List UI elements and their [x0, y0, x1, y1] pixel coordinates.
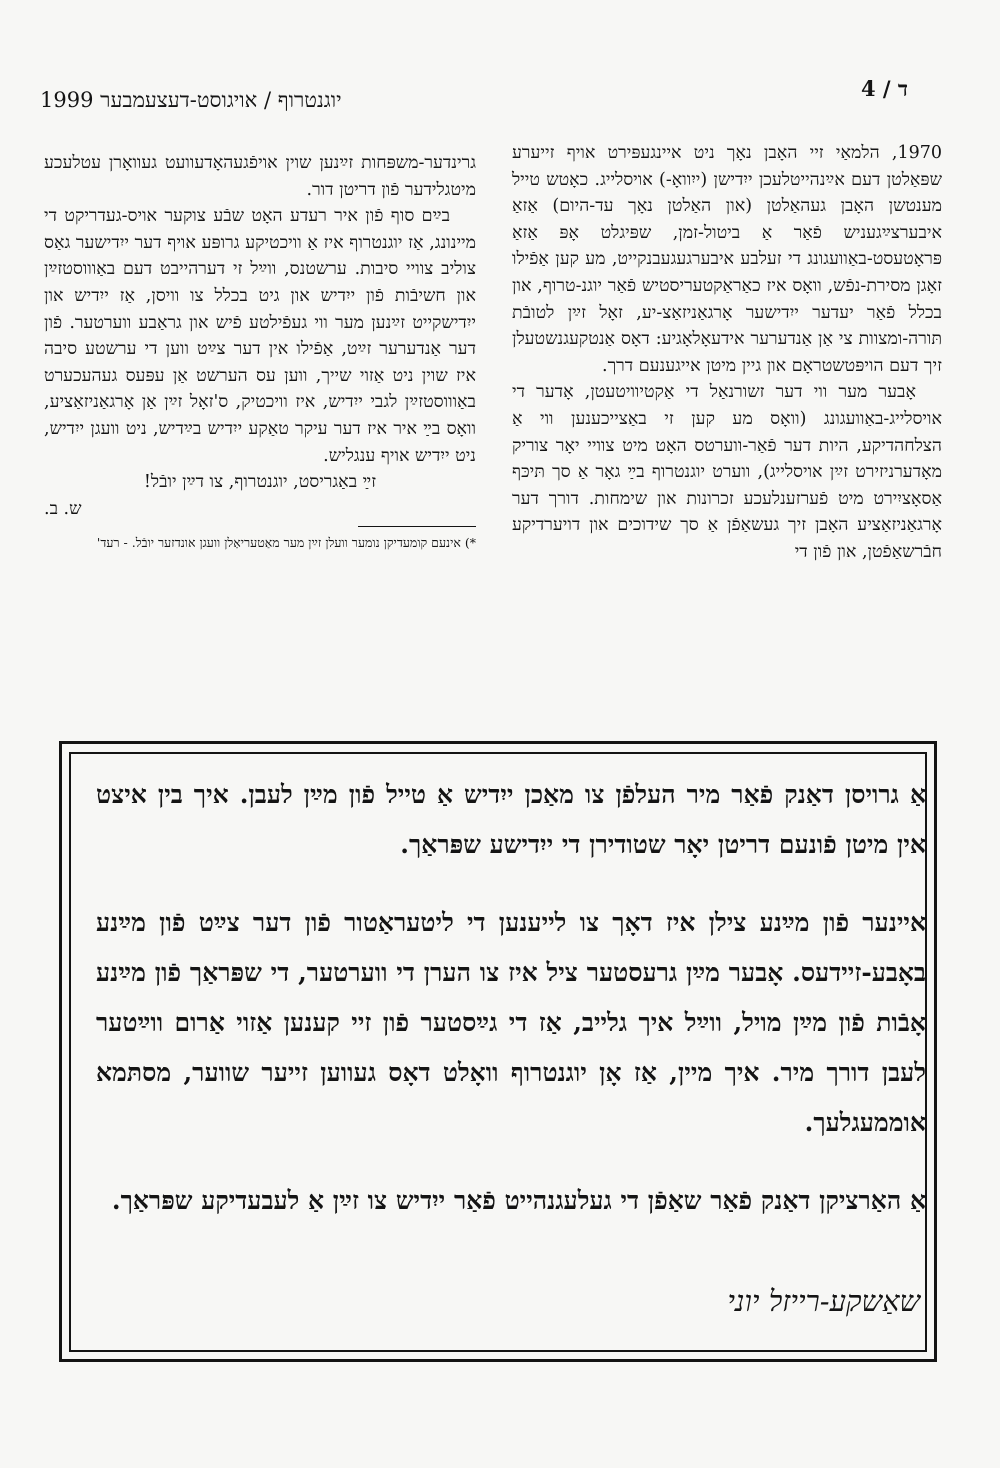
left-paragraph-2: בײַם סוף פֿון איר רעדע האָט שבֿע צוקער אויס-געדריקט די מיינונג, אַז יוגנטרוף איז אַ וויכטיקע גרופּע אויף דער ייִדישער גאַס צוליב צוויי סיבות. ערשטנס, ווײַל זי דערהייבט דעם באַוווסטזײַן און חשיבֿות פֿון ייִדיש און גיט בכלל צו וויסן, אַז ייִדיש און ייִדישקייט זײַנען מער ווי געפֿילטע פֿיש און גראַבע ווערטער. פֿון דער אַנדערער זײַט, אַפֿילו אין דער צײַט ווען די ערשטע סיבה איז שוין ניט אַזוי שייך, ווען עס הערשט אַן עפּעס געהעכערט באַוווסטזײַן לגבי ייִדיש, איז וויכטיק, ס'זאָל זײַן אַן אָרגאַניזאַציע, וואָס בײַ איר איז דער עיקר טאַקע ייִדיש בײַדיש, ניט וועגן ייִדיש, ניט ייִדיש אויף ענגליש. [44, 206, 476, 466]
right-paragraph-1: 1970, הלמאַי זיי האָבן נאָך ניט איינגעפּירט אויף זייערע שפּאַלטן דעם אײַנהייטלעכן ייִדישן (ייִוואָ-) אויסלייג. כאָטש טייל מענטשן האָבן געהאַלטן (און האַלטן נאָך עד-היום) אַזאַ איבערצײַגעניש פֿאַר אַ ביטול-זמן, שפּיגלט אָפּ אַזאַ פּראָטעסט-באַוועגונג די זעלבע איבערגעגעבנקייט, מע קען אַפֿילו זאָגן מסירת-נפֿש, וואָס איז כאַראַקטעריסטיש פֿאַר יוגנ-טרוף, און בכלל פֿאַר יעדער ייִדישער אָרגאַניזאַצ-יע, זאָל זײַן לטובֿת תּורה-ומצוות צי אַן אַנדערער אידעאָלאָגיע: דאָס אַנטקעגנשטעלן זיך דעם הויפּטשטראָם און גיין מיטן אייגענעם דרך. [512, 143, 942, 376]
page-number: ד / 4 [860, 76, 908, 101]
letter-box-text [96, 770, 926, 1226]
letter-signature: שאַשקע-רייזל יוני [727, 1284, 920, 1318]
closing-greeting: זײַ באַגריסט, יוגנטרוף, צו דײַן יובֿל! [143, 472, 377, 493]
letter-paragraph-2: איינער פֿון מײַנע צילן איז דאָך צו לייענען די ליטעראַטור פֿון דער צײַט פֿון מײַנע באָבע-זיידעס. אָבער מײַן גרעסטער ציל איז צו הערן די ווערטער, די שפּראַך פֿון מײַנע אָבֿות פֿון מײַן מויל, ווײַל איך גלייב, אַז די גײַסטער פֿון זיי קענען אַזוי אַרום ווײַטער לעבן דורך מיר. איך מיין, אַז אָן יוגנטרוף וואָלט דאָס געווען זייער שווער, מסתּמא אוממעגלעך. [96, 908, 926, 1137]
letter-paragraph-3: אַ האַרציקן דאַנק פֿאַר שאַפֿן די געלעגנהייט פֿאַר ייִדיש צו זײַן אַ לעבעדיקע שפּראַך. [111, 1186, 926, 1215]
right-paragraph-2: אָבער מער ווי דער זשורנאַל די אַקטיוויטעטן, אָדער די אויסלייג-באַוועגונג (וואָס מע קען זי באַצייכענען ווי אַ הצלחהדיקע, היות דער פֿאַר-ווערטס האָט מיט צוויי יאָר צוריק מאָדערניזירט זײַן אויסלייג), ווערט יוגנטרוף בײַ גאָר אַ סך תּיכּף אַסאָציִירט מיט פֿערזענלעכע זכרונות און שימחות. דורך דער אָרגאַניזאַציע האָבן זיך געשאַפֿן אַ סך שידוכים און דויערדיקע חבֿרשאַפֿטן, און פֿון די [512, 382, 942, 562]
footnote-rule [358, 526, 476, 527]
letter-paragraph-1: אַ גרויסן דאַנק פֿאַר מיר העלפֿן צו מאַכן ייִדיש אַ טייל פֿון מײַן לעבן. איך בין איצט אין מיטן פֿונעם דריטן יאָר שטודירן די ייִדישע שפּראַך. [96, 780, 926, 859]
right-column [512, 140, 942, 566]
footnote: *) אינעם קומעדיקן נומער וועלן זײַן מער מאַטעריאַלן וועגן אונדזער יובֿל. - רעד' [96, 535, 476, 551]
running-header: יוגנטרוף / אויגוסט-דעצעמבער 1999 [40, 88, 342, 112]
author-initials: ש. ב. [44, 498, 82, 519]
left-column [44, 150, 476, 553]
left-paragraph-1: גרינדער-משפּחות זײַנען שוין אויפֿגעהאָדעוועט געוואָרן עטלעכע מיטגלידער פֿון דריטן דור. [44, 153, 476, 200]
